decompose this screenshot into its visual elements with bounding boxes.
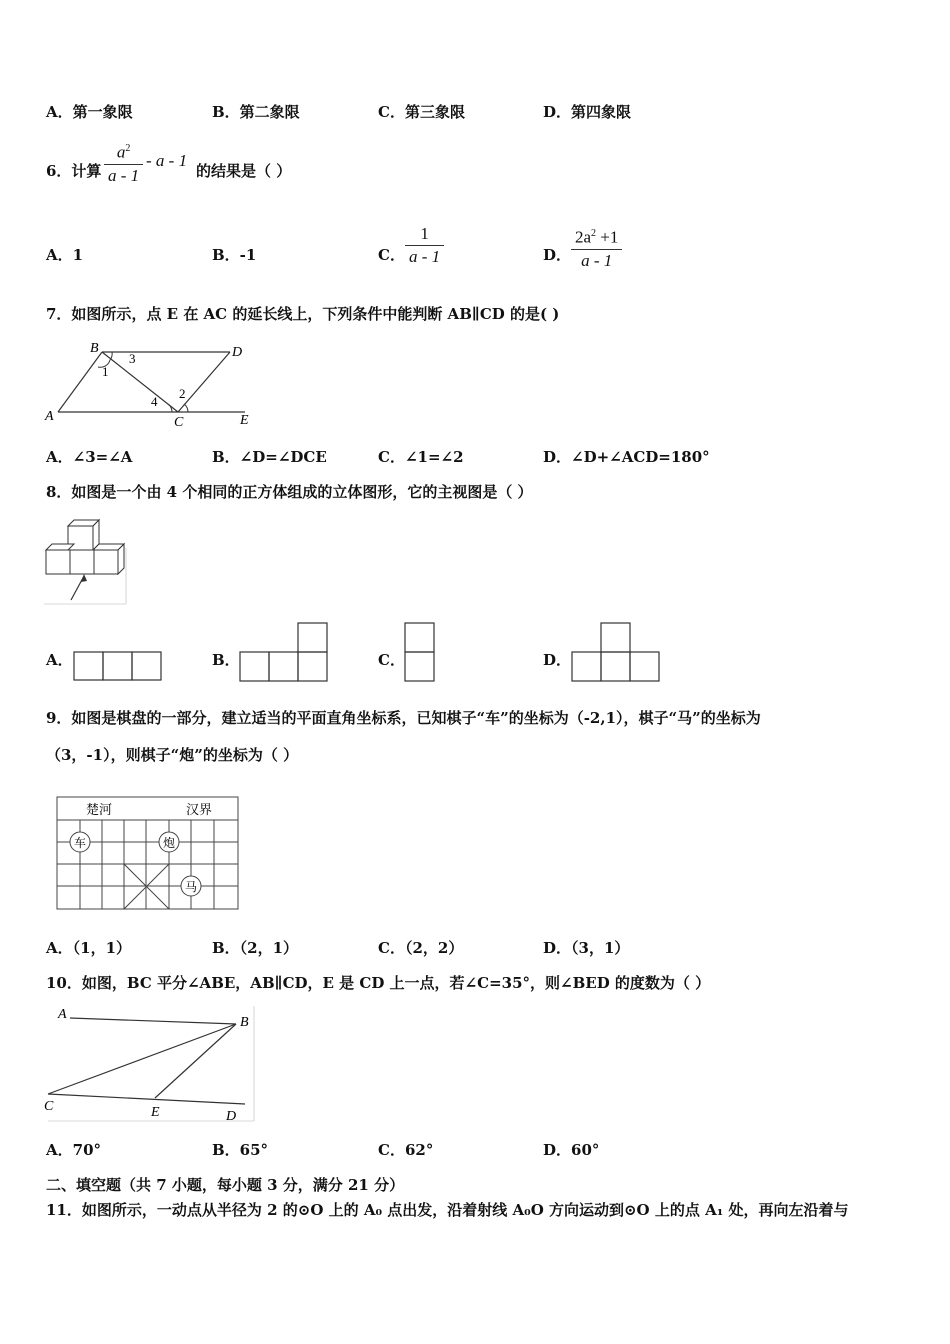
- q10-label-e: E: [151, 1105, 160, 1120]
- q9-stem-line1: 9．如图是棋盘的一部分，建立适当的平面直角坐标系，已知棋子“车”的坐标为（-2,1），棋子“马”的坐标为: [46, 709, 761, 727]
- q7-label-d: D: [232, 345, 243, 360]
- q7-figure: [40, 340, 260, 430]
- q9-piece-pao: 炮: [162, 836, 176, 850]
- q7-angle-4: 4: [151, 394, 158, 409]
- q10-option-b: B．65°: [212, 1141, 269, 1159]
- q11-stem: 11．如图所示，一动点从半径为 2 的⊙O 上的 A₀ 点出发，沿着射线 A₀O 方向运动到⊙O 上的点 A₁ 处，再向左沿着与: [46, 1201, 849, 1219]
- q5-option-d: D．第四象限: [543, 103, 632, 121]
- q10-option-a: A．70°: [46, 1141, 102, 1159]
- q8-option-d-figure: [569, 621, 663, 683]
- q8-option-a: A．: [46, 651, 73, 669]
- q10-stem: 10．如图，BC 平分∠ABE，AB∥CD，E 是 CD 上一点，若∠C=35°，则∠BED 的度数为（ ）: [46, 974, 711, 992]
- q7-label-b: B: [90, 341, 99, 356]
- q6-option-d-label: D．: [543, 246, 572, 264]
- q6-option-a: A．1: [46, 246, 84, 264]
- q7-option-c: C．∠1=∠2: [378, 448, 464, 466]
- q9-option-b: B．（2，1）: [212, 939, 299, 957]
- q7-angle-2: 2: [179, 386, 186, 401]
- q9-chessboard: [56, 796, 241, 912]
- q7-angle-1: 1: [102, 364, 109, 379]
- q6-suffix: 的结果是（ ）: [196, 162, 292, 180]
- q9-board-left-label: 楚河: [86, 802, 113, 817]
- q9-option-a: A．（1，1）: [46, 939, 132, 957]
- q6-option-c-fraction: $\frac{1}{a - 1}$: [405, 223, 444, 268]
- q10-figure: [40, 1004, 260, 1124]
- q6-fraction: $\frac{a^2}{a - 1}$: [104, 138, 143, 187]
- q10-label-d: D: [226, 1109, 237, 1124]
- q7-label-e: E: [240, 413, 249, 428]
- q9-piece-ma: 马: [184, 880, 198, 894]
- q7-option-d: D．∠D+∠ACD=180°: [543, 448, 710, 466]
- q6-option-b: B．-1: [212, 246, 257, 264]
- q9-option-d: D．（3，1）: [543, 939, 630, 957]
- q7-angle-3: 3: [129, 351, 136, 366]
- q10-label-c: C: [44, 1099, 54, 1114]
- q10-label-b: B: [240, 1015, 249, 1030]
- q5-option-a: A．第一象限: [46, 103, 133, 121]
- q5-option-c: C．第三象限: [378, 103, 465, 121]
- q8-stem: 8．如图是一个由 4 个相同的正方体组成的立体图形，它的主视图是（ ）: [46, 483, 533, 501]
- q5-option-b: B．第二象限: [212, 103, 300, 121]
- q8-option-c-figure: [403, 621, 437, 683]
- q6-minus-term: - a - 1: [146, 151, 188, 170]
- q6-option-d-fraction: $\frac{2a^2 +1}{a - 1}$: [571, 223, 622, 272]
- q8-cube-figure: [44, 518, 134, 608]
- q7-stem: 7．如图所示，点 E 在 AC 的延长线上，下列条件中能判断 AB∥CD 的是( ): [46, 305, 560, 323]
- q6-prefix: 6．计算: [46, 162, 102, 180]
- q10-option-d: D．60°: [543, 1141, 600, 1159]
- q7-option-b: B．∠D=∠DCE: [212, 448, 327, 466]
- q7-option-a: A．∠3=∠A: [46, 448, 133, 466]
- section-2-heading: 二、填空题（共 7 小题，每小题 3 分，满分 21 分）: [46, 1176, 405, 1194]
- q7-label-a: A: [45, 409, 54, 424]
- q9-option-c: C．（2，2）: [378, 939, 464, 957]
- q7-label-c: C: [174, 415, 184, 430]
- q9-board-right-label: 汉界: [186, 802, 213, 817]
- q10-label-a: A: [58, 1007, 67, 1022]
- q8-option-c: C．: [378, 651, 405, 669]
- q8-option-a-figure: [72, 650, 164, 682]
- q8-option-b-figure: [237, 621, 329, 683]
- q8-option-b: B．: [212, 651, 240, 669]
- q8-option-d: D．: [543, 651, 572, 669]
- q9-stem-line2: （3，-1），则棋子“炮”的坐标为（ ）: [46, 746, 299, 764]
- q6-option-c-label: C．: [378, 246, 405, 264]
- q10-option-c: C．62°: [378, 1141, 434, 1159]
- q9-piece-che: 车: [73, 836, 87, 850]
